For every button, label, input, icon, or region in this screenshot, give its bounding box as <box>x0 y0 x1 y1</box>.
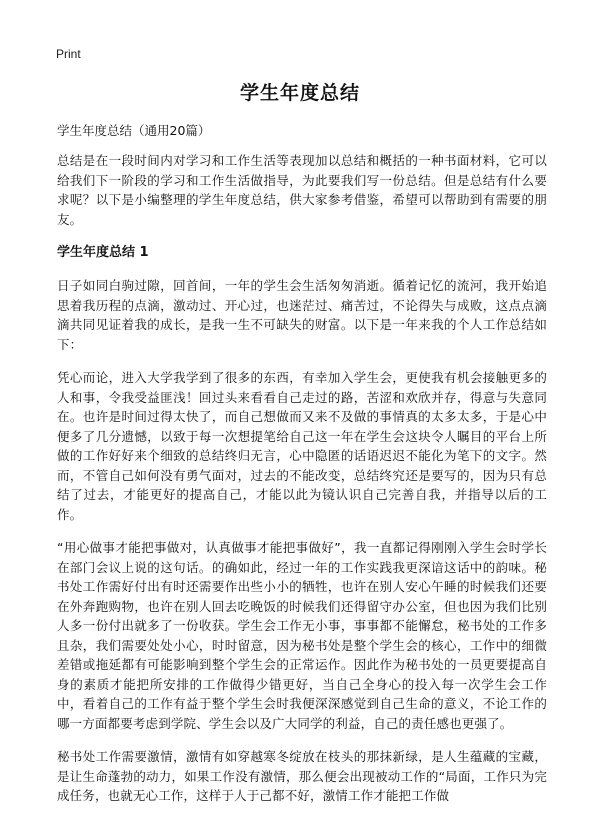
page-title: 学生年度总结 <box>239 82 360 104</box>
document-body <box>57 151 547 820</box>
document-subtitle: 学生年度总结（通用20篇） <box>57 123 211 138</box>
print-link[interactable]: Print <box>56 47 81 61</box>
intro-paragraph: 总结是在一段时间内对学习和工作生活等表现加以总结和概括的一种书面材料，它可以给我们下一阶段的学习和工作生活做指导，为此要我们写一份总结。但是总结有什么要求呢？以下是小编整理的学生年度总结，供大家参考借鉴，希望可以帮助到有需要的朋友。 <box>57 153 547 227</box>
body-paragraph: 秘书处工作需要激情，激情有如穿越寒冬绽放在枝头的那抹新绿，是人生蕴藏的宝藏，是让生命蓬勃的动力，如果工作没有激情，那么便会出现被动工作的“局面，工作只为完成任务，也就无心工作，这样于人于己都不好，激情工作才能把工作做 <box>57 749 547 803</box>
body-paragraph: 日子如同白驹过隙，回首间，一年的学生会生活匆匆消逝。循着记忆的流河，我开始追思着我历程的点滴，激动过、开心过，也迷茫过、痛苦过，不论得失与成败，这点点滴滴共同见证着我的成长，是我一生不可缺失的财富。以下是一年来我的个人工作总结如下： <box>57 278 547 352</box>
section-heading: 学生年度总结 1 <box>57 245 149 260</box>
body-paragraph: 凭心而论，进入大学我学到了很多的东西，有幸加入学生会，更使我有机会接触更多的人和事，令我受益匪浅！回过头来看看自己走过的路，苦涩和欢欣并存，得意与失意同在。也许是时间过得太快了，而自己想做而又来不及做的事情真的太多太多，于是心中便多了几分遗憾，以致于每一次想提笔给自己这一年在学生会这块令人瞩目的平台上所做的工作好好来个细致的总结终归无言，心中隐匿的话语迟迟不能化为笔下的文字。然而，不管自己如何没有勇气面对，过去的不能改变，总结终究还是要写的，因为只有总结了过去，才能更好的提高自己，才能以此为镜认识自己完善自我，并指导以后的工作。 <box>57 370 547 522</box>
body-paragraph: “用心做事才能把事做对，认真做事才能把事做好”，我一直都记得刚刚入学生会时学长在部门会议上说的这句话。的确如此，经过一年的工作实践我更深谙这话中的韵味。秘书处工作需好付出有时还需要作出些小小的牺牲，也许在别人安心午睡的时候我们还要在外奔跑购物，也许在别人回去吃晚饭的时候我们还得留守办公室，但也因为我们比别人多一份付出就多了一份收获。学生会工作无小事，事事都不能懈怠，秘书处的工作多且杂，我们需要处处小心，时时留意，因为秘书处是整个学生会的核心，工作中的细微差错或拖延都有可能影响到整个学生会的正常运作。因此作为秘书处的一员更要提高自身的素质才能把所安排的工作做得少错更好，当自己全身心的投入每一次学生会工作中，看着自己的工作有益于整个学生会时我便深深感觉到自己生命的意义，不论工作的哪一方面都要考虑到学院、学生会以及广大同学的利益，自己的责任感也更强了。 <box>57 540 547 731</box>
